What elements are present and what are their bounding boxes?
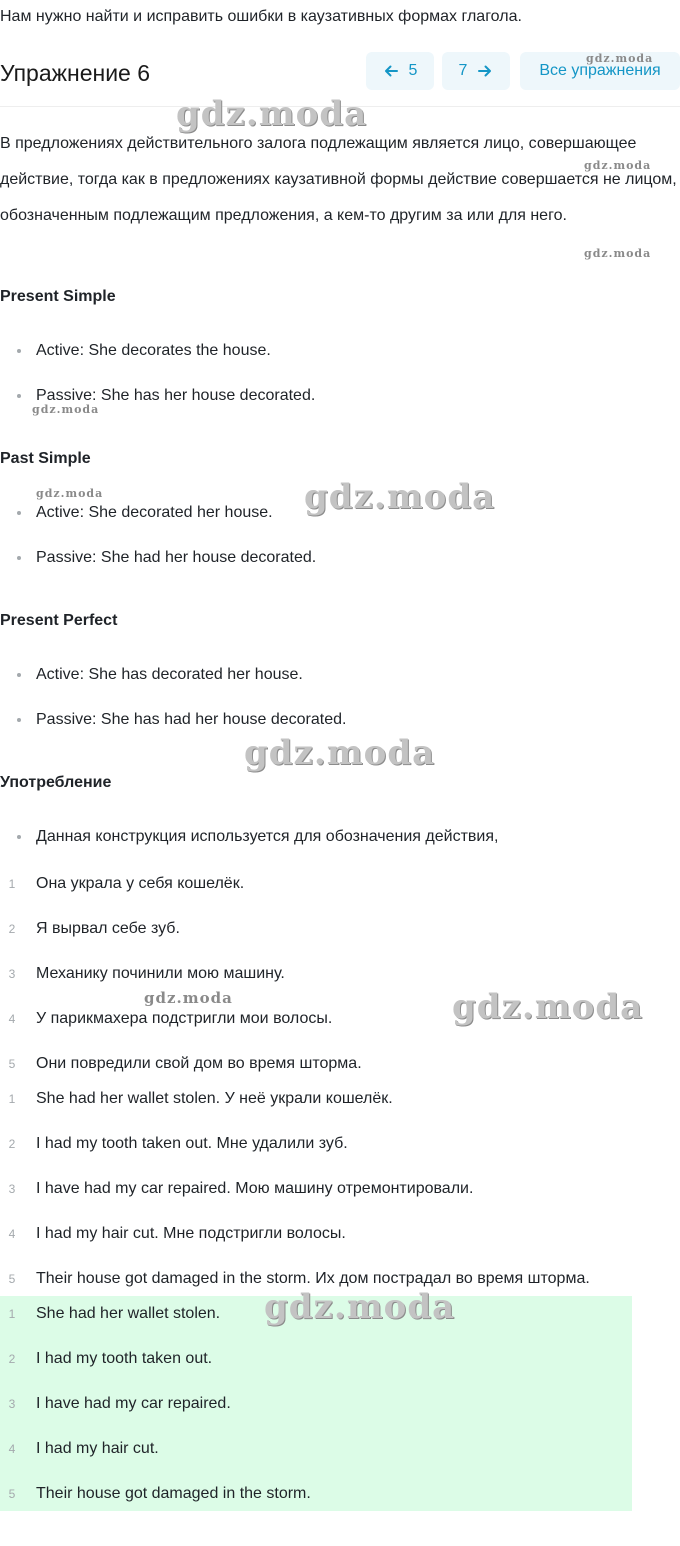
watermark: gdz.moda (244, 733, 436, 773)
correction-item: 4 I had my hair cut. Мне подстригли волосы. (8, 1225, 346, 1242)
watermark: gdz.moda (32, 403, 100, 416)
answer-item: 3 I have had my car repaired. (8, 1395, 231, 1412)
watermark: gdz.moda (36, 487, 104, 500)
correction-item: 2 I had my tooth taken out. Мне удалили зуб. (8, 1135, 348, 1152)
answer-item: 2 I had my tooth taken out. (8, 1350, 213, 1367)
sentence-item: 3 Механику починили мою машину. (8, 965, 285, 982)
list-item: Active: She decorated her house. (0, 500, 680, 526)
list-item: Данная конструкция используется для обозначения действия, (0, 824, 680, 850)
list-item: Passive: She has her house decorated. (0, 383, 680, 409)
intro-text: Нам нужно найти и исправить ошибки в каузативных формах глагола. (0, 8, 522, 25)
watermark: gdz.moda (586, 52, 654, 65)
sentence-item: 4 У парикмахера подстригли мои волосы. (8, 1010, 333, 1027)
watermark: gdz.moda (304, 477, 496, 517)
sentence-item: 1 Она украла у себя кошелёк. (8, 875, 245, 892)
list-item: Passive: She has had her house decorated. (0, 707, 680, 733)
all-exercises-button[interactable]: Все упражнения (520, 52, 680, 90)
explanation-text: В предложениях действительного залога подлежащим является лицо, совершающее действие, тогда как в предложениях каузативной формы действие совершается не лицом, обозначенным подлежащим предложения, а кем-то другим за или для него. (0, 135, 677, 224)
arrow-left-icon (383, 63, 399, 79)
page-title: Упражнение 6 (0, 60, 151, 86)
correction-item: 5 Their house got damaged in the storm. Их дом пострадал во время шторма. (8, 1270, 590, 1287)
prev-exercise-button[interactable] (366, 52, 434, 90)
bullet-icon (17, 673, 21, 677)
sentence-item: 2 Я вырвал себе зуб. (8, 920, 180, 937)
exercise-header (0, 50, 680, 96)
bullet-icon (17, 394, 21, 398)
answer-item: 1 She had her wallet stolen. (8, 1305, 221, 1322)
answer-item: 4 I had my hair cut. (8, 1440, 159, 1457)
header-divider (0, 106, 680, 107)
next-exercise-label: 7 (458, 62, 468, 79)
watermark: gdz.moda (452, 987, 644, 1027)
bullet-icon (17, 511, 21, 515)
bullet-icon (17, 835, 21, 839)
list-item: Active: She has decorated her house. (0, 662, 680, 688)
next-exercise-button[interactable] (442, 52, 510, 90)
correction-item: 3 I have had my car repaired. Мою машину отремонтировали. (8, 1180, 474, 1197)
answer-item: 5 Their house got damaged in the storm. (8, 1485, 311, 1502)
section-heading-present-perfect: Present Perfect (0, 612, 118, 629)
watermark: gdz.moda (264, 1287, 456, 1327)
list-item: Active: She decorates the house. (0, 338, 680, 364)
prev-exercise-label: 5 (408, 62, 418, 79)
watermark: gdz.moda (176, 94, 368, 134)
correction-item: 1 She had her wallet stolen. У неё украли кошелёк. (8, 1090, 393, 1107)
watermark: gdz.moda (584, 159, 652, 172)
bullet-icon (17, 556, 21, 560)
section-heading-present-simple: Present Simple (0, 288, 116, 305)
section-heading-usage: Употребление (0, 774, 112, 791)
bullet-icon (17, 349, 21, 353)
list-item: Passive: She had her house decorated. (0, 545, 680, 571)
arrow-right-icon (477, 63, 493, 79)
bullet-icon (17, 718, 21, 722)
section-heading-past-simple: Past Simple (0, 450, 91, 467)
sentence-item: 5 Они повредили свой дом во время шторма. (8, 1055, 362, 1072)
watermark: gdz.moda (584, 247, 652, 260)
watermark: gdz.moda (144, 989, 233, 1007)
